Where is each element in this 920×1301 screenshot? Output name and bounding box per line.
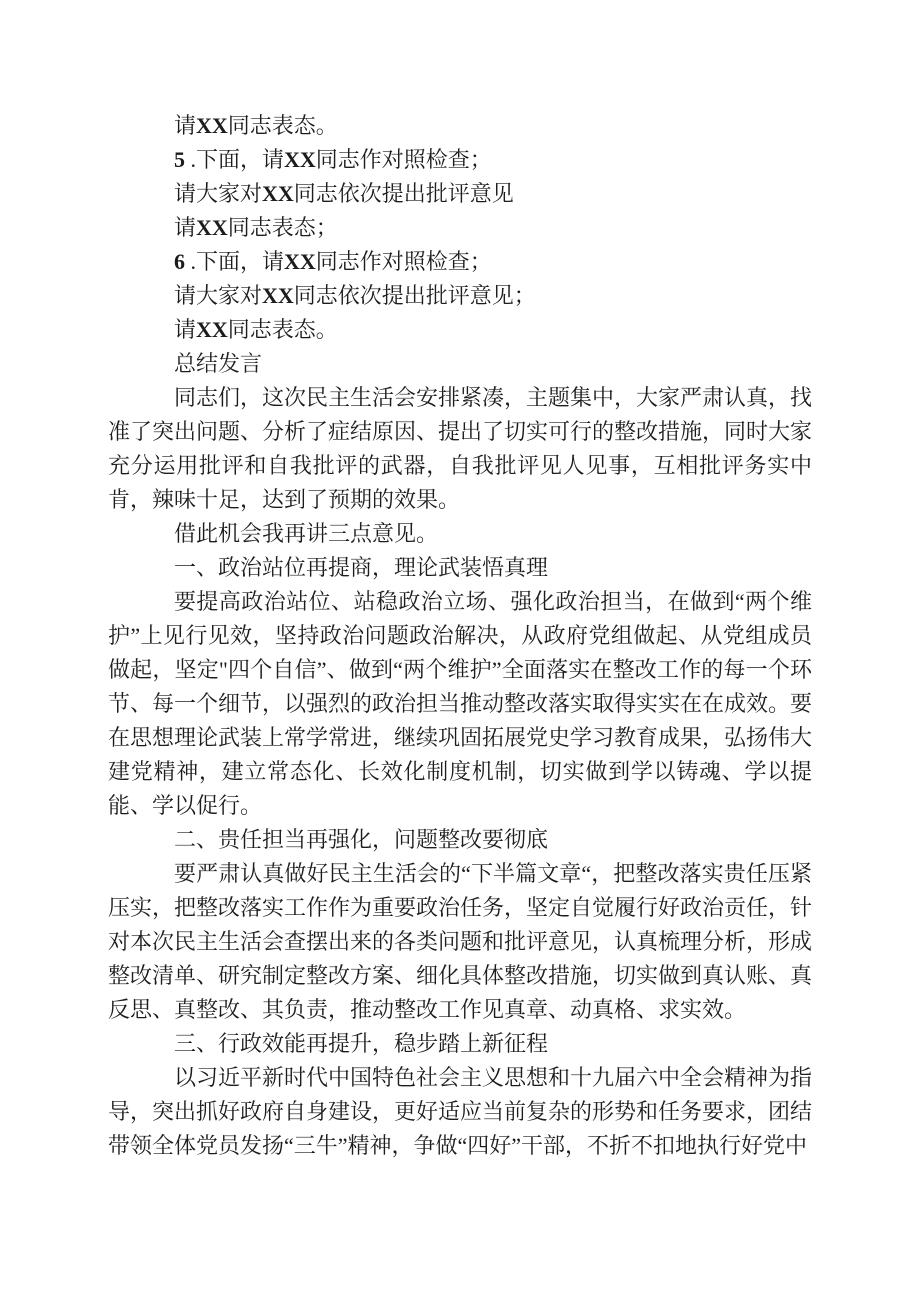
script-line: 请大家对XX同志依次提出批评意见； — [174, 283, 536, 308]
script-line: 请XX同志表态。 — [174, 113, 338, 138]
body-paragraph: 同志们，这次民主生活会安排紧凑，主题集中，大家严肃认真，找准了突出问题、分析了症结原因、提出了切实可行的整改措施，同时大家充分运用批评和自我批评的武器，自我批评见人见事，互相批评务实中肯，辣味十足，达到了预期的效果。 — [108, 385, 813, 512]
script-line: 请大家对XX同志依次提出批评意见 — [174, 181, 514, 206]
section-label: 总结发言 — [174, 351, 263, 376]
section-heading: 一、政治站位再提商，理论武装悟真理 — [174, 555, 549, 580]
agenda-item-5: 5 .下面，请XX同志作对照检查； — [174, 147, 492, 172]
script-line: 借此机会我再讲三点意见。 — [174, 521, 439, 546]
document-body — [108, 109, 812, 1163]
script-line: 请XX同志表态； — [174, 215, 338, 240]
script-line: 请XX同志表态。 — [174, 317, 338, 342]
section-heading: 三、行政效能再提升，稳步踏上新征程 — [174, 1031, 549, 1056]
body-paragraph: 要提高政治站位、站稳政治立场、强化政治担当，在做到“两个维护”上见行见效，坚持政治问题政治解决，从政府党组做起、从党组成员做起，坚定"四个自信”、做到“两个维护”全面落实在整改工作的每一个环节、每一个细节，以强烈的政治担当推动整改落实取得实实在在成效。要在思想理论武装上常学常进，继续巩固拓展党史学习教育成果，弘扬伟大建党精神，建立常态化、长效化制度机制，切实做到学以铸魂、学以提能、学以促行。 — [108, 589, 813, 818]
body-paragraph: 要严肃认真做好民主生活会的“下半篇文章“，把整改落实贵任压紧压实，把整改落实工作作为重要政治任务，坚定自觉履行好政治贡任，针对本次民主生活会查摆出来的各类问题和批评意见，认真梳理分析，形成整改清单、研究制定整改方案、细化具体整改措施，切实做到真认账、真反思、真整改、其负责，推动整改工作见真章、动真格、求实效。 — [108, 861, 813, 1022]
body-paragraph: 以习近平新时代中国特色社会主义思想和十九届六中全会精神为指导，突出抓好政府自身建设，更好适应当前复杂的形势和任务要求，团结带领全体党员发扬“三牛”精神，争做“四好”干部，不折不扣地执行好党中 — [108, 1065, 813, 1158]
section-heading: 二、贵任担当再强化，问题整改要彻底 — [174, 827, 549, 852]
agenda-item-6: 6 .下面，请XX同志作对照检查； — [174, 249, 492, 274]
